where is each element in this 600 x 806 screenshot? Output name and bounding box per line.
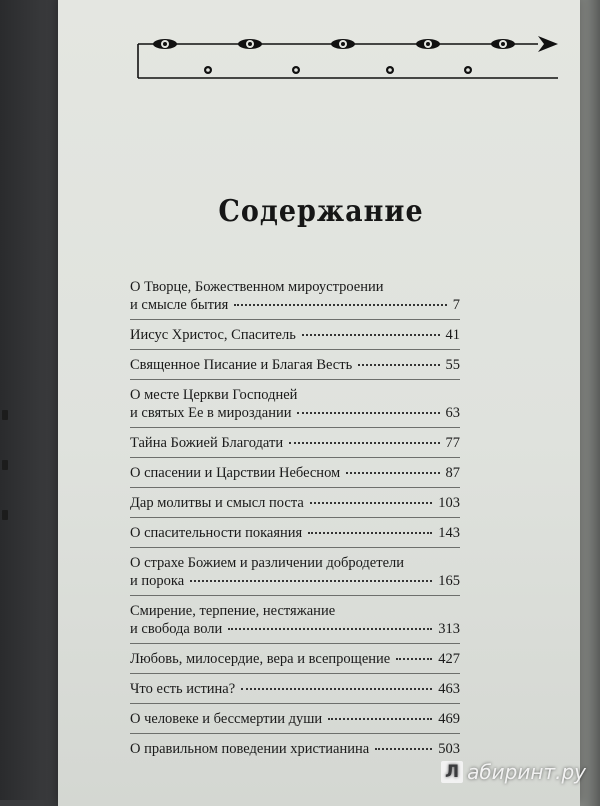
toc-divider [130, 319, 460, 320]
toc-entry-row [130, 680, 460, 698]
toc-leader-dots [328, 717, 432, 720]
toc-leader-dots [228, 627, 432, 630]
toc-entry-title: О спасении и Царствии Небесном [130, 465, 341, 481]
toc-divider [130, 379, 460, 380]
toc-entry-row [130, 572, 460, 590]
toc-entry-row [130, 464, 460, 482]
toc-leader-dots [310, 501, 432, 504]
toc-entry-title: Дар молитвы и смысл поста [130, 495, 304, 511]
toc-leader-dots [241, 687, 432, 690]
toc-divider [130, 733, 460, 734]
toc-divider [130, 643, 460, 644]
toc-page-number: 63 [445, 405, 460, 421]
toc-leader-dots [302, 333, 440, 336]
toc-divider [130, 673, 460, 674]
toc-page-number: 313 [438, 621, 460, 637]
toc-entry-title: Иисус Христос, Спаситель [130, 327, 296, 343]
toc-entry [130, 602, 460, 638]
toc-divider [130, 487, 460, 488]
toc-entry-row [130, 740, 460, 758]
toc-entry [130, 524, 460, 542]
toc-entry-row [130, 278, 460, 296]
toc-page-number: 55 [445, 357, 460, 373]
toc-page-number: 7 [452, 297, 460, 313]
toc-entry-title: и свобода воли [130, 621, 223, 637]
toc-entry [130, 650, 460, 668]
toc-leader-dots [297, 411, 439, 414]
toc-entry [130, 740, 460, 758]
toc-divider [130, 703, 460, 704]
toc-entry-title: и святых Ее в мироздании [130, 405, 292, 421]
toc-page-number: 469 [438, 711, 460, 727]
toc-entry-title: и порока [130, 573, 185, 589]
toc-entry-title: Что есть истина? [130, 681, 236, 697]
toc-page-number: 41 [445, 327, 460, 343]
toc-entry-row [130, 326, 460, 344]
toc-entry-row [130, 296, 460, 314]
toc-entry-title: Тайна Божией Благодати [130, 435, 284, 451]
table-of-contents [130, 278, 460, 758]
toc-entry-row [130, 710, 460, 728]
toc-entry [130, 326, 460, 344]
toc-entry-row [130, 620, 460, 638]
background-left [0, 0, 60, 800]
toc-divider [130, 547, 460, 548]
toc-entry [130, 386, 460, 422]
toc-entry-row [130, 524, 460, 542]
toc-entry-title: О месте Церкви Господней [130, 387, 298, 403]
toc-entry-row [130, 650, 460, 668]
book-spine-marks [2, 410, 10, 570]
toc-page-number: 143 [438, 525, 460, 541]
toc-entry-title: О правильном поведении христианина [130, 741, 370, 757]
toc-page-number: 87 [445, 465, 460, 481]
toc-leader-dots [234, 303, 446, 306]
toc-entry [130, 278, 460, 314]
toc-leader-dots [346, 471, 439, 474]
toc-entry [130, 356, 460, 374]
toc-page-number: 165 [438, 573, 460, 589]
toc-entry-row [130, 356, 460, 374]
toc-entry [130, 710, 460, 728]
toc-divider [130, 349, 460, 350]
watermark-logo-icon: Л [441, 761, 463, 783]
toc-divider [130, 457, 460, 458]
toc-entry-row [130, 434, 460, 452]
page-title: Содержание [218, 194, 424, 229]
toc-page-number: 77 [445, 435, 460, 451]
toc-entry-title: Смирение, терпение, нестяжание [130, 603, 336, 619]
toc-entry-title: О Творце, Божественном мироустроении [130, 279, 384, 295]
toc-entry [130, 434, 460, 452]
toc-page-number: 503 [438, 741, 460, 757]
toc-entry [130, 464, 460, 482]
toc-entry-title: О спасительности покаяния [130, 525, 303, 541]
toc-entry [130, 554, 460, 590]
toc-entry-row [130, 404, 460, 422]
toc-divider [130, 427, 460, 428]
toc-entry-row [130, 602, 460, 620]
toc-entry [130, 494, 460, 512]
watermark [441, 760, 586, 784]
toc-entry-title: О страхе Божием и различении добродетели [130, 555, 405, 571]
toc-entry-title: и смысле бытия [130, 297, 229, 313]
toc-page-number: 463 [438, 681, 460, 697]
toc-leader-dots [396, 657, 432, 660]
toc-leader-dots [375, 747, 432, 750]
toc-entry-title: Священное Писание и Благая Весть [130, 357, 353, 373]
toc-page-number: 103 [438, 495, 460, 511]
toc-page-number: 427 [438, 651, 460, 667]
toc-leader-dots [308, 531, 432, 534]
toc-entry-title: Любовь, милосердие, вера и всепрощение [130, 651, 391, 667]
toc-leader-dots [358, 363, 439, 366]
toc-entry-row [130, 386, 460, 404]
toc-divider [130, 517, 460, 518]
toc-leader-dots [289, 441, 439, 444]
watermark-text: абиринт.ру [467, 760, 586, 784]
toc-entry-row [130, 554, 460, 572]
toc-entry-title: О человеке и бессмертии души [130, 711, 323, 727]
toc-divider [130, 595, 460, 596]
ornament-header-icon [118, 22, 578, 92]
toc-entry-row [130, 494, 460, 512]
toc-entry [130, 680, 460, 698]
toc-leader-dots [190, 579, 432, 582]
